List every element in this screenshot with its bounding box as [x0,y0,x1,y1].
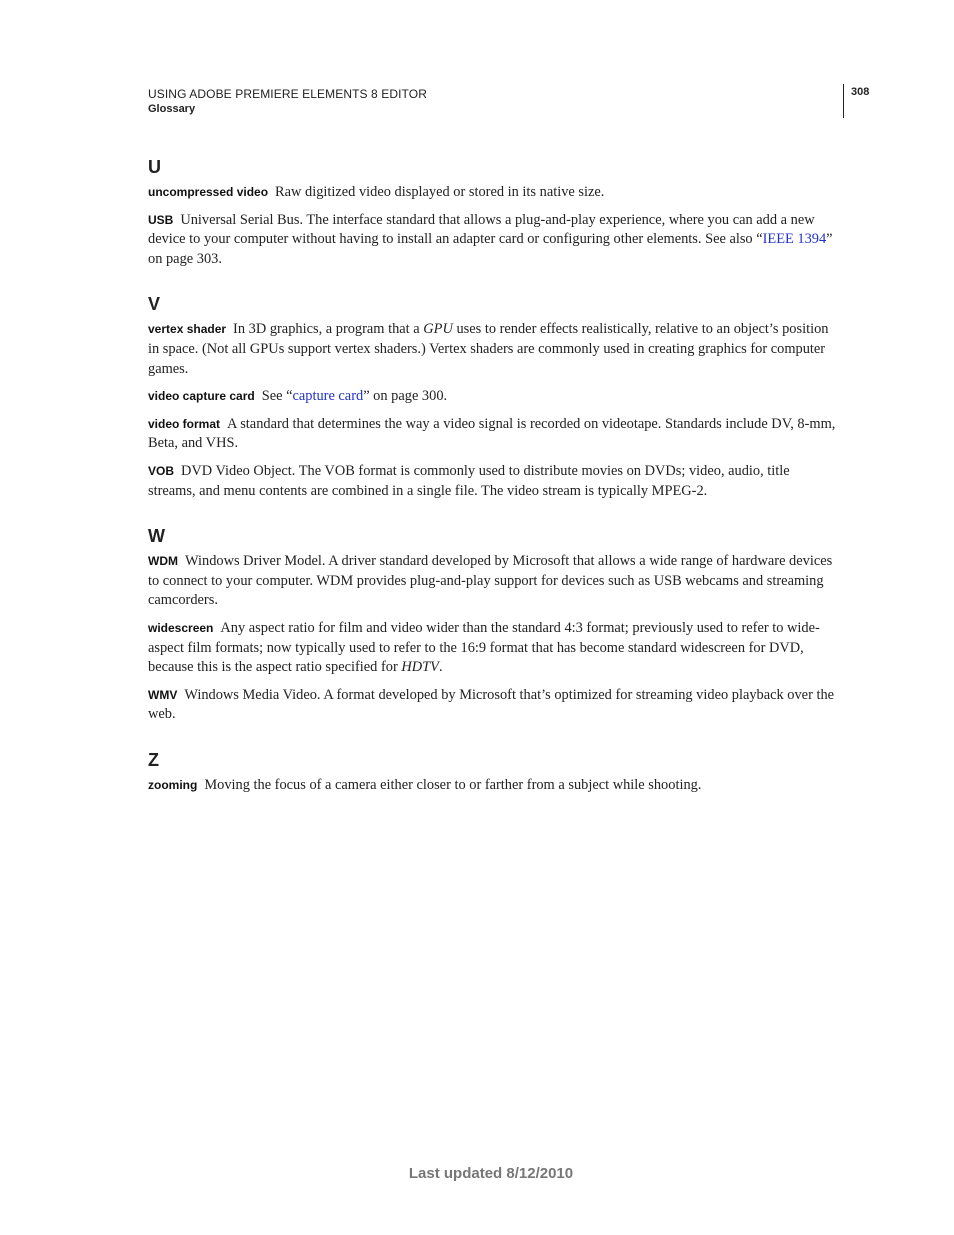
glossary-entry [148,320,840,379]
entry-term: USB [148,212,174,227]
glossary-entry [148,686,840,725]
entry-definition-end: ” on page 300. [363,388,448,405]
entry-term: vertex shader [148,322,227,337]
glossary-entry [148,415,840,454]
cross-reference-link[interactable]: capture card [292,388,364,405]
entry-definition: Windows Media Video. A format developed by Microsoft that’s optimized for streaming video playback over the web. [148,686,835,723]
entry-definition: In 3D graphics, a program that a [233,321,424,338]
entry-definition: Raw digitized video displayed or stored in its native size. [275,184,605,200]
section-letter: Z [148,749,159,770]
glossary-entry [148,619,840,678]
section-w [148,524,840,725]
entry-term: WMV [148,687,178,702]
entry-definition: DVD Video Object. The VOB format is commonly used to distribute movies on DVDs; video, audio, title streams, and menu contents are combined in a single file. The video stream is typically MPEG-2. [148,462,790,499]
section-letter: V [148,294,161,315]
glossary-entry [148,387,840,407]
section-u [148,155,840,269]
glossary-entry [148,183,840,203]
glossary-content [148,155,840,818]
glossary-entry [148,776,840,796]
section-z [148,748,840,796]
entry-definition: Moving the focus of a camera either closer to or farther from a subject while shooting. [204,776,702,793]
document-title: USING ADOBE PREMIERE ELEMENTS 8 EDITOR [148,87,427,101]
entry-term: WDM [148,554,178,569]
section-letter: W [148,526,165,547]
section-v [148,292,840,501]
section-letter: U [148,157,161,177]
entry-term: VOB [148,463,175,478]
cross-reference-link[interactable]: IEEE 1394 [762,231,827,248]
entry-term: video capture card [148,389,255,404]
entry-definition-end: uses to render effects realistically, relative to an object’s position in space. (Not all GPUs support vertex shaders.) Vertex shaders are commonly used in creating graphics for computer games. [148,321,829,377]
header-divider [843,84,844,118]
entry-definition: Windows Driver Model. A driver standard developed by Microsoft that allows a wide range of hardware devices to connect to your computer. WDM provides plug-and-play support for devices such as USB webcams and streaming camcorders. [148,553,833,609]
chapter-title: Glossary [148,103,196,115]
page-number: 308 [851,86,870,98]
entry-definition: Any aspect ratio for film and video wider than the standard 4:3 format; previously used to refer to wide-aspect film formats; now typically used to refer to the 16:9 format that has become standard widescreen for DVD, because this is the aspect ratio specified for [148,619,820,676]
last-updated-footer: Last updated 8/12/2010 [408,1165,574,1182]
entry-definition: See “ [261,388,293,405]
entry-term: uncompressed video [148,185,269,199]
entry-definition: A standard that determines the way a video signal is recorded on videotape. Standards include DV, 8-mm, Beta, and VHS. [148,415,836,452]
entry-definition-end: ” on page 303. [148,231,833,267]
glossary-entry [148,552,840,611]
entry-italic-term: HDTV [401,659,439,676]
entry-italic-term: GPU [423,321,453,338]
entry-definition: Universal Serial Bus. The interface standard that allows a plug-and-play experience, where you can add a new device to your computer without having to install an adapter card or configuring other elements. See also “ [148,211,815,248]
entry-definition-end: . [438,659,443,676]
entry-term: widescreen [148,620,214,635]
glossary-entry [148,211,840,270]
glossary-entry [148,462,840,501]
entry-term: video format [148,416,221,431]
entry-term: zooming [148,777,198,792]
